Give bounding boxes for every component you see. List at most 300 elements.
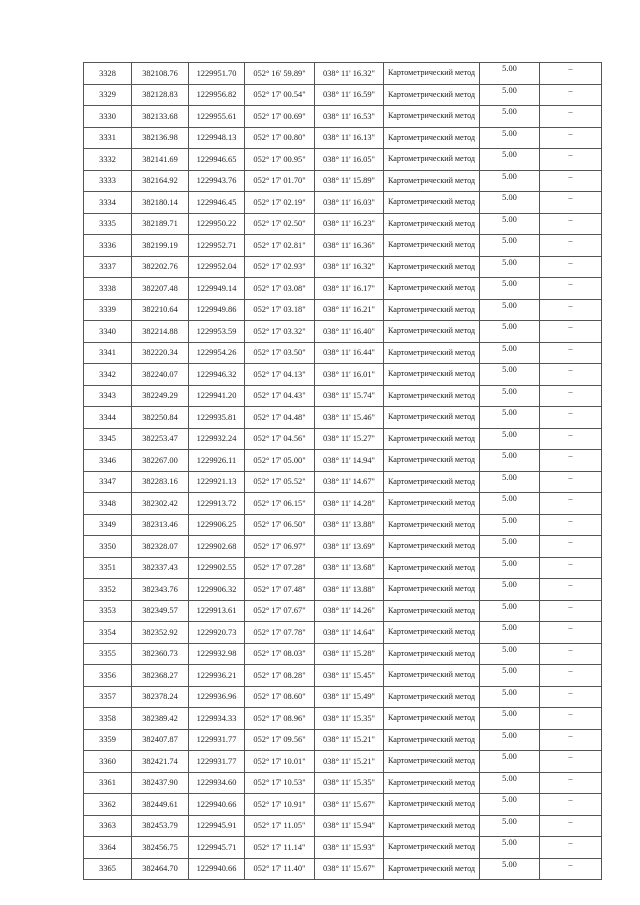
point-number-cell: 3354 (84, 622, 132, 644)
method-cell: Картометрический метод (384, 407, 480, 429)
longitude-cell: 038° 11' 16.13" (315, 127, 384, 149)
longitude-cell: 038° 11' 15.27" (315, 428, 384, 450)
accuracy-cell: 5.00 (480, 557, 540, 579)
point-number-cell: 3350 (84, 536, 132, 558)
x-coordinate-cell: 382202.76 (132, 256, 189, 278)
point-number-cell: 3348 (84, 493, 132, 515)
longitude-cell: 038° 11' 15.28" (315, 643, 384, 665)
latitude-cell: 052° 17' 08.03" (245, 643, 315, 665)
table-row (84, 256, 602, 278)
note-cell: – (540, 407, 602, 429)
y-coordinate-cell: 1229931.77 (189, 729, 245, 751)
method-cell: Картометрический метод (384, 815, 480, 837)
y-coordinate-cell: 1229920.73 (189, 622, 245, 644)
y-coordinate-cell: 1229956.82 (189, 84, 245, 106)
method-cell: Картометрический метод (384, 321, 480, 343)
table-row (84, 557, 602, 579)
note-cell: – (540, 858, 602, 880)
table-row (84, 514, 602, 536)
note-cell: – (540, 557, 602, 579)
accuracy-cell: 5.00 (480, 63, 540, 85)
y-coordinate-cell: 1229952.04 (189, 256, 245, 278)
longitude-cell: 038° 11' 15.45" (315, 665, 384, 687)
method-cell: Картометрический метод (384, 127, 480, 149)
point-number-cell: 3341 (84, 342, 132, 364)
accuracy-cell: 5.00 (480, 665, 540, 687)
note-cell: – (540, 536, 602, 558)
x-coordinate-cell: 382240.07 (132, 364, 189, 386)
method-cell: Картометрический метод (384, 106, 480, 128)
point-number-cell: 3357 (84, 686, 132, 708)
method-cell: Картометрический метод (384, 471, 480, 493)
longitude-cell: 038° 11' 16.01" (315, 364, 384, 386)
y-coordinate-cell: 1229953.59 (189, 321, 245, 343)
x-coordinate-cell: 382337.43 (132, 557, 189, 579)
longitude-cell: 038° 11' 16.03" (315, 192, 384, 214)
note-cell: – (540, 321, 602, 343)
point-number-cell: 3358 (84, 708, 132, 730)
table-row (84, 385, 602, 407)
table-row (84, 815, 602, 837)
point-number-cell: 3355 (84, 643, 132, 665)
longitude-cell: 038° 11' 13.68" (315, 557, 384, 579)
point-number-cell: 3364 (84, 837, 132, 859)
y-coordinate-cell: 1229935.81 (189, 407, 245, 429)
note-cell: – (540, 256, 602, 278)
longitude-cell: 038° 11' 16.32" (315, 63, 384, 85)
y-coordinate-cell: 1229946.65 (189, 149, 245, 171)
latitude-cell: 052° 17' 04.43" (245, 385, 315, 407)
longitude-cell: 038° 11' 15.94" (315, 815, 384, 837)
point-number-cell: 3361 (84, 772, 132, 794)
method-cell: Картометрический метод (384, 84, 480, 106)
table-row (84, 106, 602, 128)
note-cell: – (540, 729, 602, 751)
method-cell: Картометрический метод (384, 63, 480, 85)
coordinates-table (83, 62, 602, 880)
point-number-cell: 3356 (84, 665, 132, 687)
y-coordinate-cell: 1229940.66 (189, 858, 245, 880)
point-number-cell: 3329 (84, 84, 132, 106)
x-coordinate-cell: 382328.07 (132, 536, 189, 558)
y-coordinate-cell: 1229950.22 (189, 213, 245, 235)
x-coordinate-cell: 382437.90 (132, 772, 189, 794)
latitude-cell: 052° 17' 10.01" (245, 751, 315, 773)
point-number-cell: 3360 (84, 751, 132, 773)
y-coordinate-cell: 1229940.66 (189, 794, 245, 816)
x-coordinate-cell: 382133.68 (132, 106, 189, 128)
latitude-cell: 052° 17' 10.53" (245, 772, 315, 794)
latitude-cell: 052° 17' 06.50" (245, 514, 315, 536)
accuracy-cell: 5.00 (480, 213, 540, 235)
x-coordinate-cell: 382267.00 (132, 450, 189, 472)
note-cell: – (540, 149, 602, 171)
table-row (84, 278, 602, 300)
x-coordinate-cell: 382349.57 (132, 600, 189, 622)
y-coordinate-cell: 1229951.70 (189, 63, 245, 85)
latitude-cell: 052° 17' 08.28" (245, 665, 315, 687)
longitude-cell: 038° 11' 14.67" (315, 471, 384, 493)
x-coordinate-cell: 382141.69 (132, 149, 189, 171)
note-cell: – (540, 751, 602, 773)
note-cell: – (540, 213, 602, 235)
note-cell: – (540, 471, 602, 493)
point-number-cell: 3353 (84, 600, 132, 622)
table-row (84, 643, 602, 665)
note-cell: – (540, 428, 602, 450)
note-cell: – (540, 106, 602, 128)
table-row (84, 600, 602, 622)
latitude-cell: 052° 17' 04.48" (245, 407, 315, 429)
accuracy-cell: 5.00 (480, 170, 540, 192)
y-coordinate-cell: 1229946.45 (189, 192, 245, 214)
x-coordinate-cell: 382210.64 (132, 299, 189, 321)
y-coordinate-cell: 1229913.61 (189, 600, 245, 622)
table-row (84, 84, 602, 106)
latitude-cell: 052° 17' 05.00" (245, 450, 315, 472)
longitude-cell: 038° 11' 16.59" (315, 84, 384, 106)
accuracy-cell: 5.00 (480, 536, 540, 558)
y-coordinate-cell: 1229921.13 (189, 471, 245, 493)
x-coordinate-cell: 382128.83 (132, 84, 189, 106)
latitude-cell: 052° 17' 09.56" (245, 729, 315, 751)
table-row (84, 794, 602, 816)
longitude-cell: 038° 11' 13.88" (315, 579, 384, 601)
latitude-cell: 052° 16' 59.89" (245, 63, 315, 85)
longitude-cell: 038° 11' 15.67" (315, 858, 384, 880)
y-coordinate-cell: 1229926.11 (189, 450, 245, 472)
longitude-cell: 038° 11' 16.21" (315, 299, 384, 321)
table-row (84, 342, 602, 364)
longitude-cell: 038° 11' 15.21" (315, 729, 384, 751)
point-number-cell: 3340 (84, 321, 132, 343)
y-coordinate-cell: 1229954.26 (189, 342, 245, 364)
y-coordinate-cell: 1229913.72 (189, 493, 245, 515)
method-cell: Картометрический метод (384, 149, 480, 171)
point-number-cell: 3335 (84, 213, 132, 235)
table-row (84, 708, 602, 730)
y-coordinate-cell: 1229945.71 (189, 837, 245, 859)
note-cell: – (540, 815, 602, 837)
latitude-cell: 052° 17' 06.15" (245, 493, 315, 515)
table-row (84, 170, 602, 192)
method-cell: Картометрический метод (384, 170, 480, 192)
point-number-cell: 3332 (84, 149, 132, 171)
note-cell: – (540, 127, 602, 149)
table-row (84, 127, 602, 149)
accuracy-cell: 5.00 (480, 643, 540, 665)
y-coordinate-cell: 1229906.25 (189, 514, 245, 536)
note-cell: – (540, 622, 602, 644)
note-cell: – (540, 665, 602, 687)
x-coordinate-cell: 382283.16 (132, 471, 189, 493)
accuracy-cell: 5.00 (480, 686, 540, 708)
point-number-cell: 3362 (84, 794, 132, 816)
method-cell: Картометрический метод (384, 428, 480, 450)
point-number-cell: 3331 (84, 127, 132, 149)
table-row (84, 149, 602, 171)
latitude-cell: 052° 17' 03.32" (245, 321, 315, 343)
longitude-cell: 038° 11' 15.49" (315, 686, 384, 708)
method-cell: Картометрический метод (384, 278, 480, 300)
latitude-cell: 052° 17' 07.67" (245, 600, 315, 622)
point-number-cell: 3359 (84, 729, 132, 751)
point-number-cell: 3365 (84, 858, 132, 880)
accuracy-cell: 5.00 (480, 106, 540, 128)
method-cell: Картометрический метод (384, 557, 480, 579)
point-number-cell: 3337 (84, 256, 132, 278)
latitude-cell: 052° 17' 02.81" (245, 235, 315, 257)
table-row (84, 63, 602, 85)
accuracy-cell: 5.00 (480, 815, 540, 837)
table-row (84, 772, 602, 794)
method-cell: Картометрический метод (384, 364, 480, 386)
method-cell: Картометрический метод (384, 299, 480, 321)
longitude-cell: 038° 11' 16.32" (315, 256, 384, 278)
accuracy-cell: 5.00 (480, 149, 540, 171)
point-number-cell: 3330 (84, 106, 132, 128)
x-coordinate-cell: 382352.92 (132, 622, 189, 644)
note-cell: – (540, 686, 602, 708)
note-cell: – (540, 364, 602, 386)
longitude-cell: 038° 11' 15.21" (315, 751, 384, 773)
table-row (84, 321, 602, 343)
latitude-cell: 052° 17' 02.93" (245, 256, 315, 278)
y-coordinate-cell: 1229955.61 (189, 106, 245, 128)
latitude-cell: 052° 17' 07.78" (245, 622, 315, 644)
method-cell: Картометрический метод (384, 579, 480, 601)
method-cell: Картометрический метод (384, 600, 480, 622)
accuracy-cell: 5.00 (480, 622, 540, 644)
y-coordinate-cell: 1229931.77 (189, 751, 245, 773)
table-row (84, 751, 602, 773)
y-coordinate-cell: 1229949.14 (189, 278, 245, 300)
method-cell: Картометрический метод (384, 837, 480, 859)
longitude-cell: 038° 11' 16.53" (315, 106, 384, 128)
latitude-cell: 052° 17' 08.60" (245, 686, 315, 708)
x-coordinate-cell: 382199.19 (132, 235, 189, 257)
x-coordinate-cell: 382136.98 (132, 127, 189, 149)
method-cell: Картометрический метод (384, 256, 480, 278)
table-row (84, 665, 602, 687)
x-coordinate-cell: 382214.88 (132, 321, 189, 343)
method-cell: Картометрический метод (384, 665, 480, 687)
accuracy-cell: 5.00 (480, 708, 540, 730)
point-number-cell: 3336 (84, 235, 132, 257)
longitude-cell: 038° 11' 13.88" (315, 514, 384, 536)
note-cell: – (540, 772, 602, 794)
accuracy-cell: 5.00 (480, 729, 540, 751)
table-body (84, 63, 602, 880)
x-coordinate-cell: 382368.27 (132, 665, 189, 687)
y-coordinate-cell: 1229906.32 (189, 579, 245, 601)
point-number-cell: 3347 (84, 471, 132, 493)
x-coordinate-cell: 382464.70 (132, 858, 189, 880)
note-cell: – (540, 342, 602, 364)
method-cell: Картометрический метод (384, 192, 480, 214)
table-row (84, 428, 602, 450)
point-number-cell: 3363 (84, 815, 132, 837)
latitude-cell: 052° 17' 02.19" (245, 192, 315, 214)
accuracy-cell: 5.00 (480, 364, 540, 386)
method-cell: Картометрический метод (384, 686, 480, 708)
note-cell: – (540, 600, 602, 622)
y-coordinate-cell: 1229941.20 (189, 385, 245, 407)
latitude-cell: 052° 17' 03.08" (245, 278, 315, 300)
point-number-cell: 3333 (84, 170, 132, 192)
x-coordinate-cell: 382189.71 (132, 213, 189, 235)
longitude-cell: 038° 11' 15.67" (315, 794, 384, 816)
method-cell: Картометрический метод (384, 708, 480, 730)
latitude-cell: 052° 17' 00.95" (245, 149, 315, 171)
latitude-cell: 052° 17' 05.52" (245, 471, 315, 493)
table-row (84, 858, 602, 880)
accuracy-cell: 5.00 (480, 407, 540, 429)
accuracy-cell: 5.00 (480, 450, 540, 472)
longitude-cell: 038° 11' 13.69" (315, 536, 384, 558)
longitude-cell: 038° 11' 14.28" (315, 493, 384, 515)
x-coordinate-cell: 382302.42 (132, 493, 189, 515)
x-coordinate-cell: 382220.34 (132, 342, 189, 364)
method-cell: Картометрический метод (384, 643, 480, 665)
x-coordinate-cell: 382453.79 (132, 815, 189, 837)
note-cell: – (540, 84, 602, 106)
x-coordinate-cell: 382253.47 (132, 428, 189, 450)
x-coordinate-cell: 382343.76 (132, 579, 189, 601)
method-cell: Картометрический метод (384, 342, 480, 364)
x-coordinate-cell: 382164.92 (132, 170, 189, 192)
accuracy-cell: 5.00 (480, 579, 540, 601)
table-row (84, 579, 602, 601)
x-coordinate-cell: 382389.42 (132, 708, 189, 730)
latitude-cell: 052° 17' 11.14" (245, 837, 315, 859)
longitude-cell: 038° 11' 14.26" (315, 600, 384, 622)
x-coordinate-cell: 382207.48 (132, 278, 189, 300)
x-coordinate-cell: 382108.76 (132, 63, 189, 85)
x-coordinate-cell: 382360.73 (132, 643, 189, 665)
table-row (84, 471, 602, 493)
method-cell: Картометрический метод (384, 385, 480, 407)
x-coordinate-cell: 382407.87 (132, 729, 189, 751)
latitude-cell: 052° 17' 03.18" (245, 299, 315, 321)
method-cell: Картометрический метод (384, 794, 480, 816)
note-cell: – (540, 493, 602, 515)
y-coordinate-cell: 1229936.96 (189, 686, 245, 708)
accuracy-cell: 5.00 (480, 84, 540, 106)
y-coordinate-cell: 1229932.24 (189, 428, 245, 450)
note-cell: – (540, 450, 602, 472)
point-number-cell: 3349 (84, 514, 132, 536)
longitude-cell: 038° 11' 16.40" (315, 321, 384, 343)
method-cell: Картометрический метод (384, 235, 480, 257)
method-cell: Картометрический метод (384, 858, 480, 880)
accuracy-cell: 5.00 (480, 794, 540, 816)
note-cell: – (540, 643, 602, 665)
accuracy-cell: 5.00 (480, 493, 540, 515)
method-cell: Картометрический метод (384, 514, 480, 536)
accuracy-cell: 5.00 (480, 127, 540, 149)
accuracy-cell: 5.00 (480, 772, 540, 794)
method-cell: Картометрический метод (384, 213, 480, 235)
table-row (84, 450, 602, 472)
y-coordinate-cell: 1229943.76 (189, 170, 245, 192)
note-cell: – (540, 235, 602, 257)
y-coordinate-cell: 1229949.86 (189, 299, 245, 321)
latitude-cell: 052° 17' 07.48" (245, 579, 315, 601)
method-cell: Картометрический метод (384, 729, 480, 751)
longitude-cell: 038° 11' 15.35" (315, 708, 384, 730)
table-row (84, 622, 602, 644)
accuracy-cell: 5.00 (480, 858, 540, 880)
point-number-cell: 3334 (84, 192, 132, 214)
note-cell: – (540, 278, 602, 300)
accuracy-cell: 5.00 (480, 342, 540, 364)
method-cell: Картометрический метод (384, 450, 480, 472)
x-coordinate-cell: 382250.84 (132, 407, 189, 429)
longitude-cell: 038° 11' 15.74" (315, 385, 384, 407)
table-row (84, 729, 602, 751)
x-coordinate-cell: 382249.29 (132, 385, 189, 407)
y-coordinate-cell: 1229902.68 (189, 536, 245, 558)
method-cell: Картометрический метод (384, 536, 480, 558)
longitude-cell: 038° 11' 14.64" (315, 622, 384, 644)
longitude-cell: 038° 11' 16.36" (315, 235, 384, 257)
table-row (84, 213, 602, 235)
latitude-cell: 052° 17' 00.80" (245, 127, 315, 149)
point-number-cell: 3343 (84, 385, 132, 407)
note-cell: – (540, 385, 602, 407)
table-row (84, 235, 602, 257)
note-cell: – (540, 170, 602, 192)
note-cell: – (540, 579, 602, 601)
accuracy-cell: 5.00 (480, 837, 540, 859)
method-cell: Картометрический метод (384, 493, 480, 515)
longitude-cell: 038° 11' 16.05" (315, 149, 384, 171)
accuracy-cell: 5.00 (480, 751, 540, 773)
note-cell: – (540, 514, 602, 536)
longitude-cell: 038° 11' 15.93" (315, 837, 384, 859)
latitude-cell: 052° 17' 10.91" (245, 794, 315, 816)
note-cell: – (540, 63, 602, 85)
longitude-cell: 038° 11' 15.35" (315, 772, 384, 794)
table-row (84, 536, 602, 558)
point-number-cell: 3346 (84, 450, 132, 472)
latitude-cell: 052° 17' 02.50" (245, 213, 315, 235)
note-cell: – (540, 837, 602, 859)
latitude-cell: 052° 17' 04.56" (245, 428, 315, 450)
x-coordinate-cell: 382456.75 (132, 837, 189, 859)
table-row (84, 837, 602, 859)
point-number-cell: 3344 (84, 407, 132, 429)
accuracy-cell: 5.00 (480, 600, 540, 622)
y-coordinate-cell: 1229945.91 (189, 815, 245, 837)
method-cell: Картометрический метод (384, 622, 480, 644)
table-row (84, 493, 602, 515)
table-row (84, 192, 602, 214)
latitude-cell: 052° 17' 04.13" (245, 364, 315, 386)
latitude-cell: 052° 17' 00.54" (245, 84, 315, 106)
y-coordinate-cell: 1229936.21 (189, 665, 245, 687)
longitude-cell: 038° 11' 14.94" (315, 450, 384, 472)
y-coordinate-cell: 1229948.13 (189, 127, 245, 149)
longitude-cell: 038° 11' 16.23" (315, 213, 384, 235)
table-row (84, 407, 602, 429)
y-coordinate-cell: 1229934.60 (189, 772, 245, 794)
latitude-cell: 052° 17' 07.28" (245, 557, 315, 579)
x-coordinate-cell: 382421.74 (132, 751, 189, 773)
x-coordinate-cell: 382313.46 (132, 514, 189, 536)
method-cell: Картометрический метод (384, 772, 480, 794)
